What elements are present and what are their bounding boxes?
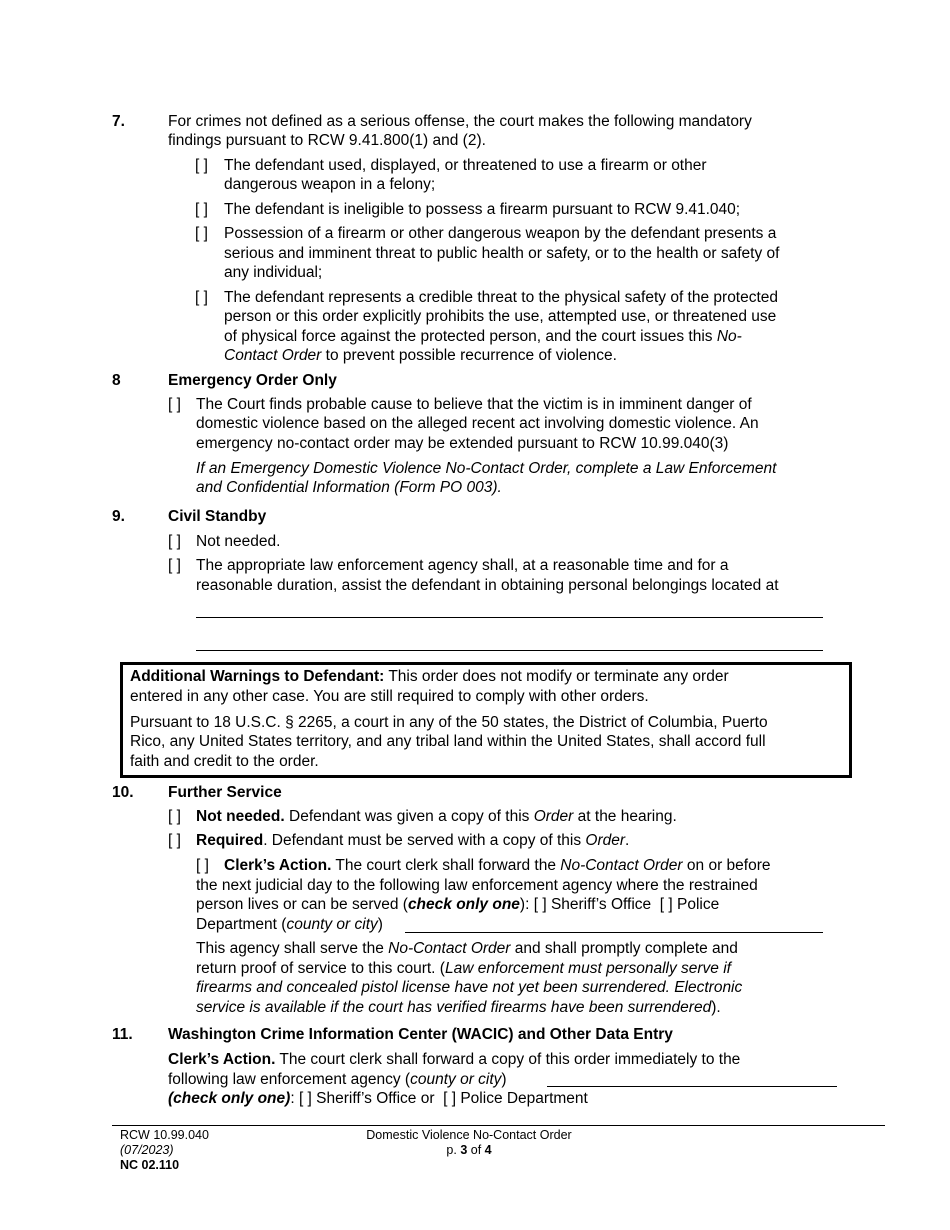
text: at the hearing. <box>573 808 677 825</box>
s7-finding-d-line1: The defendant represents a credible threat to the physical safety of the protected <box>224 289 779 306</box>
s9-location-field-1[interactable] <box>196 617 823 618</box>
s7-finding-c-line2: serious and imminent threat to public health or safety, or to the health or safety of <box>224 245 780 262</box>
s7-intro-line1: For crimes not defined as a serious offense, the court makes the following mandatory <box>168 113 752 130</box>
s7-finding-d-line4 <box>224 346 617 365</box>
s7-finding-a-line1: The defendant used, displayed, or threatened to use a firearm or other <box>224 157 707 174</box>
s7-checkbox-a[interactable]: [ ] <box>195 157 208 174</box>
text: Defendant was given a copy of this <box>284 808 534 825</box>
text: of physical force against the protected person, and the court issues this <box>224 328 717 345</box>
s8-checkbox[interactable]: [ ] <box>168 396 181 413</box>
footer-form-number: NC 02.110 <box>120 1158 180 1172</box>
section-8-number: 8 <box>112 372 121 389</box>
text-italic: county or city <box>286 916 378 933</box>
s9-standby-line2: reasonable duration, assist the defendant in obtaining personal belongings located at <box>196 577 779 594</box>
s7-finding-d-line2: person or this order explicitly prohibits the use, attempted use, or threatened use <box>224 308 777 325</box>
text: ): <box>519 896 530 913</box>
text-bold: Clerk’s Action. <box>224 857 332 874</box>
s10-clerk-line4 <box>196 915 383 934</box>
s9-checkbox-not-needed[interactable]: [ ] <box>168 533 181 550</box>
s7-checkbox-c[interactable]: [ ] <box>195 225 208 242</box>
text-italic: No- <box>716 328 742 345</box>
warnings-line2: entered in any other case. You are still required to comply with other orders. <box>130 688 649 705</box>
text: return proof of service to this court. ( <box>196 960 445 977</box>
text: of <box>467 1143 485 1157</box>
text-bold: Clerk’s Action. <box>168 1051 276 1068</box>
page-total: 4 <box>484 1143 492 1157</box>
s10-county-city-field[interactable] <box>405 932 823 933</box>
warnings-p2-line1: Pursuant to 18 U.S.C. § 2265, a court in any of the 50 states, the District of Columbia, Puerto <box>130 714 768 731</box>
text: . Defendant must be served with a copy of this <box>263 832 586 849</box>
s8-heading: Emergency Order Only <box>168 372 337 389</box>
s11-police-checkbox[interactable]: [ ] <box>443 1090 457 1107</box>
warnings-line1 <box>130 667 729 686</box>
text-italic: county or city <box>410 1071 502 1088</box>
text: Police <box>677 896 720 913</box>
text: Department ( <box>196 916 287 933</box>
s7-finding-c-line3: any individual; <box>224 264 323 281</box>
footer-title: Domestic Violence No-Contact Order <box>366 1128 572 1142</box>
s10-checkbox-not-needed[interactable]: [ ] <box>168 808 181 825</box>
warnings-title: Additional Warnings to Defendant: <box>130 668 385 685</box>
text: Sheriff’s Office or <box>316 1090 435 1107</box>
section-11-number: 11. <box>112 1026 133 1043</box>
text: ) <box>377 916 383 933</box>
text-bold-italic: check only one <box>407 896 520 913</box>
text-bold: Not needed. <box>196 808 285 825</box>
text: Police Department <box>460 1090 588 1107</box>
s10-service-line1 <box>196 939 738 958</box>
s11-line3 <box>168 1089 588 1108</box>
s8-note-line1: If an Emergency Domestic Violence No-Contact Order, complete a Law Enforcement <box>196 460 777 477</box>
text-italic: No-Contact Order <box>560 857 683 874</box>
text-italic: service is available if the court has verified firearms have been surrendered <box>196 999 712 1016</box>
footer-page-number <box>353 1143 585 1158</box>
s7-finding-c-line1: Possession of a firearm or other dangerous weapon by the defendant presents a <box>224 225 777 242</box>
s10-clerk-line3 <box>196 895 719 914</box>
s7-checkbox-b[interactable]: [ ] <box>195 201 208 218</box>
s11-sheriff-checkbox[interactable]: [ ] <box>298 1090 312 1107</box>
text: person lives or can be served ( <box>196 896 408 913</box>
s10-clerk-checkbox[interactable]: [ ] <box>196 857 209 874</box>
s10-service-line2 <box>196 959 731 978</box>
text: . <box>625 832 630 849</box>
s9-checkbox-standby[interactable]: [ ] <box>168 557 181 574</box>
s10-not-needed <box>196 807 677 826</box>
text: : <box>290 1090 295 1107</box>
text: p. <box>446 1143 461 1157</box>
text: on or before <box>682 857 771 874</box>
text-italic: No-Contact Order <box>388 940 511 957</box>
s11-county-city-field[interactable] <box>547 1086 837 1087</box>
s9-location-field-2[interactable] <box>196 650 823 651</box>
s7-checkbox-d[interactable]: [ ] <box>195 289 208 306</box>
text: ). <box>711 999 721 1016</box>
s8-line2: domestic violence based on the alleged recent act involving domestic violence. An <box>196 415 759 432</box>
s11-line1 <box>168 1050 740 1069</box>
s8-line1: The Court finds probable cause to believe that the victim is in imminent danger of <box>196 396 752 413</box>
s10-police-checkbox[interactable]: [ ] <box>659 896 673 913</box>
s10-heading: Further Service <box>168 784 282 801</box>
warnings-p2-line2: Rico, any United States territory, and any tribal land within the United States, shall accord full <box>130 733 766 750</box>
text: This order does not modify or terminate any order <box>384 668 729 685</box>
s10-checkbox-required[interactable]: [ ] <box>168 832 181 849</box>
s10-service-line3: firearms and concealed pistol license have not yet been surrendered. Electronic <box>196 979 743 996</box>
text: ) <box>501 1071 507 1088</box>
text-italic: Order <box>585 832 626 849</box>
text: following law enforcement agency ( <box>168 1071 411 1088</box>
s10-clerk-line2: the next judicial day to the following law enforcement agency where the restrained <box>196 877 758 894</box>
s9-heading: Civil Standby <box>168 508 267 525</box>
text-bold: Required <box>196 832 264 849</box>
s10-required <box>196 831 629 850</box>
text: The court clerk shall forward the <box>331 857 561 874</box>
text: to prevent possible recurrence of violence. <box>321 347 617 364</box>
text-italic: Order <box>533 808 574 825</box>
s9-standby-line1: The appropriate law enforcement agency shall, at a reasonable time and for a <box>196 557 729 574</box>
s8-line3: emergency no-contact order may be extended pursuant to RCW 10.99.040(3) <box>196 435 729 452</box>
s10-clerk-line1 <box>224 856 771 875</box>
warnings-p2-line3: faith and credit to the order. <box>130 753 319 770</box>
s7-intro-line2: findings pursuant to RCW 9.41.800(1) and (2). <box>168 132 486 149</box>
s10-service-line4 <box>196 998 721 1017</box>
section-9-number: 9. <box>112 508 125 525</box>
footer-divider <box>112 1125 885 1126</box>
s7-finding-a-line2: dangerous weapon in a felony; <box>224 176 436 193</box>
footer-date: (07/2023) <box>120 1143 174 1157</box>
s11-line2 <box>168 1070 507 1089</box>
text: and shall promptly complete and <box>510 940 738 957</box>
s10-sheriff-checkbox[interactable]: [ ] <box>533 896 547 913</box>
text-bold-italic: (check only one) <box>168 1090 291 1107</box>
text: Sheriff’s Office <box>550 896 652 913</box>
s7-finding-b: The defendant is ineligible to possess a firearm pursuant to RCW 9.41.040; <box>224 201 741 218</box>
footer-rcw: RCW 10.99.040 <box>120 1128 209 1142</box>
s7-finding-d-line3 <box>224 327 742 346</box>
text: The court clerk shall forward a copy of this order immediately to the <box>275 1051 741 1068</box>
page-current: 3 <box>460 1143 468 1157</box>
section-10-number: 10. <box>112 784 134 801</box>
section-7-number: 7. <box>112 113 125 130</box>
s9-not-needed: Not needed. <box>196 533 281 550</box>
text-italic: Contact Order <box>224 347 322 364</box>
text: This agency shall serve the <box>196 940 389 957</box>
s8-note-line2: and Confidential Information (Form PO 003). <box>196 479 502 496</box>
text-italic: Law enforcement must personally serve if <box>444 960 731 977</box>
s11-heading: Washington Crime Information Center (WACIC) and Other Data Entry <box>168 1026 673 1043</box>
